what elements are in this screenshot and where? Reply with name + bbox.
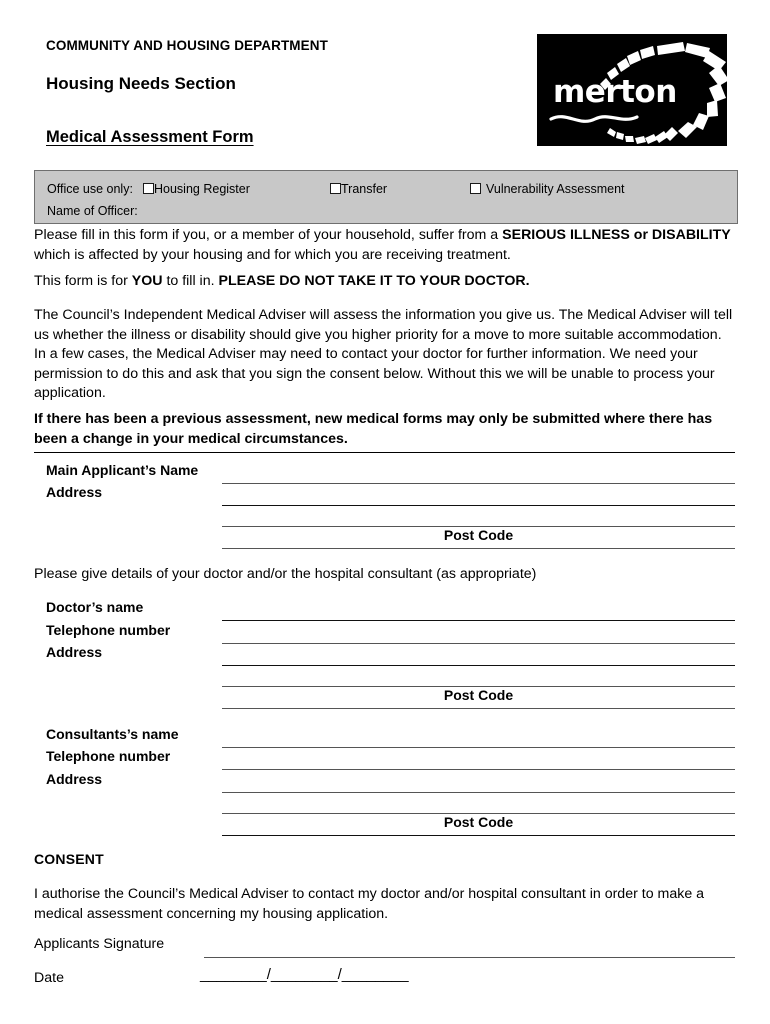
fill-in-warning: PLEASE DO NOT TAKE IT TO YOUR DOCTOR.: [218, 273, 530, 289]
applicant-address-line-1-input[interactable]: [222, 505, 735, 506]
office-use-label: Office use only:: [47, 182, 133, 196]
merton-logo: [537, 34, 727, 146]
consultant-name-input[interactable]: [222, 747, 735, 748]
checkbox-housing-register-icon[interactable]: [143, 183, 154, 194]
applicant-postcode-label: Post Code: [443, 527, 514, 543]
signature-label: Applicants Signature: [34, 936, 165, 952]
intro-text-a: Please fill in this form if you, or a member of your household, suffer from a: [34, 227, 503, 243]
applicant-name-input[interactable]: [222, 483, 735, 484]
consultant-name-label: Consultants’s name: [46, 726, 179, 742]
doctor-telephone-label: Telephone number: [46, 622, 171, 638]
fill-in-you: YOU: [131, 273, 163, 289]
date-input[interactable]: ________/________/________: [200, 966, 409, 983]
doctor-postcode-label: Post Code: [443, 687, 514, 703]
option-housing-register-label: Housing Register: [154, 182, 250, 196]
signature-input[interactable]: [204, 957, 735, 958]
applicant-postcode-input[interactable]: [222, 548, 735, 549]
consultant-postcode-input[interactable]: [222, 835, 735, 836]
option-transfer-label: Transfer: [341, 182, 388, 196]
option-housing-register[interactable]: [143, 182, 250, 196]
section-divider: [34, 452, 735, 453]
adviser-paragraph: The Council’s Independent Medical Adviser will assess the information you give us. The Medical Adviser will tell us whether the illness or disability should give you higher priority for a move to more suitable accommodation. In a few cases, the Medical Adviser may need to contact your doctor for further information. We need your permission to do this and ask that you sign the consent below. Without this we will be unable to process your application.: [34, 307, 733, 401]
department-heading: COMMUNITY AND HOUSING DEPARTMENT: [46, 38, 328, 53]
fill-in-text-c: to fill in.: [162, 273, 219, 289]
doctor-address-label: Address: [46, 644, 103, 660]
fill-in-text-a: This form is for: [34, 273, 132, 289]
consultant-address-line-1-input[interactable]: [222, 792, 735, 793]
consultant-telephone-label: Telephone number: [46, 748, 171, 764]
checkbox-transfer-icon[interactable]: [330, 183, 341, 194]
details-prompt: Please give details of your doctor and/or the hospital consultant (as appropriate): [34, 566, 537, 582]
doctor-postcode-input[interactable]: [222, 708, 735, 709]
doctor-name-input[interactable]: [222, 620, 735, 621]
fill-in-notice: [34, 272, 736, 292]
consultant-postcode-label: Post Code: [443, 814, 514, 830]
applicant-name-label: Main Applicant’s Name: [46, 462, 199, 478]
option-vulnerability-label: Vulnerability Assessment: [486, 182, 625, 196]
consent-heading: CONSENT: [34, 851, 104, 867]
doctor-name-label: Doctor’s name: [46, 599, 144, 615]
doctor-telephone-input[interactable]: [222, 643, 735, 644]
consent-text: I authorise the Council’s Medical Adviser to contact my doctor and/or hospital consultant in order to make a medical assessment concerning my housing application.: [34, 886, 705, 922]
checkbox-vulnerability-icon[interactable]: [470, 183, 481, 194]
intro-text-bold: SERIOUS ILLNESS or DISABILITY: [502, 227, 731, 243]
applicant-address-label: Address: [46, 484, 103, 500]
office-use-box: [34, 170, 738, 224]
section-heading: Housing Needs Section: [46, 74, 236, 93]
merton-wordmark: merton: [553, 74, 677, 110]
date-label: Date: [34, 970, 64, 986]
intro-text-c: which is affected by your housing and for which you are receiving treatment.: [34, 246, 511, 263]
previous-assessment-notice: If there has been a previous assessment, new medical forms may only be submitted where there has been a change in your medical circumstances.: [34, 411, 713, 447]
option-transfer[interactable]: [330, 182, 387, 196]
consultant-address-label: Address: [46, 771, 103, 787]
intro-instruction: [34, 226, 736, 265]
doctor-address-line-1-input[interactable]: [222, 665, 735, 666]
page-title: Medical Assessment Form: [46, 128, 254, 146]
option-vulnerability-assessment[interactable]: [470, 182, 625, 196]
officer-name-label: Name of Officer:: [47, 204, 138, 218]
consultant-telephone-input[interactable]: [222, 769, 735, 770]
